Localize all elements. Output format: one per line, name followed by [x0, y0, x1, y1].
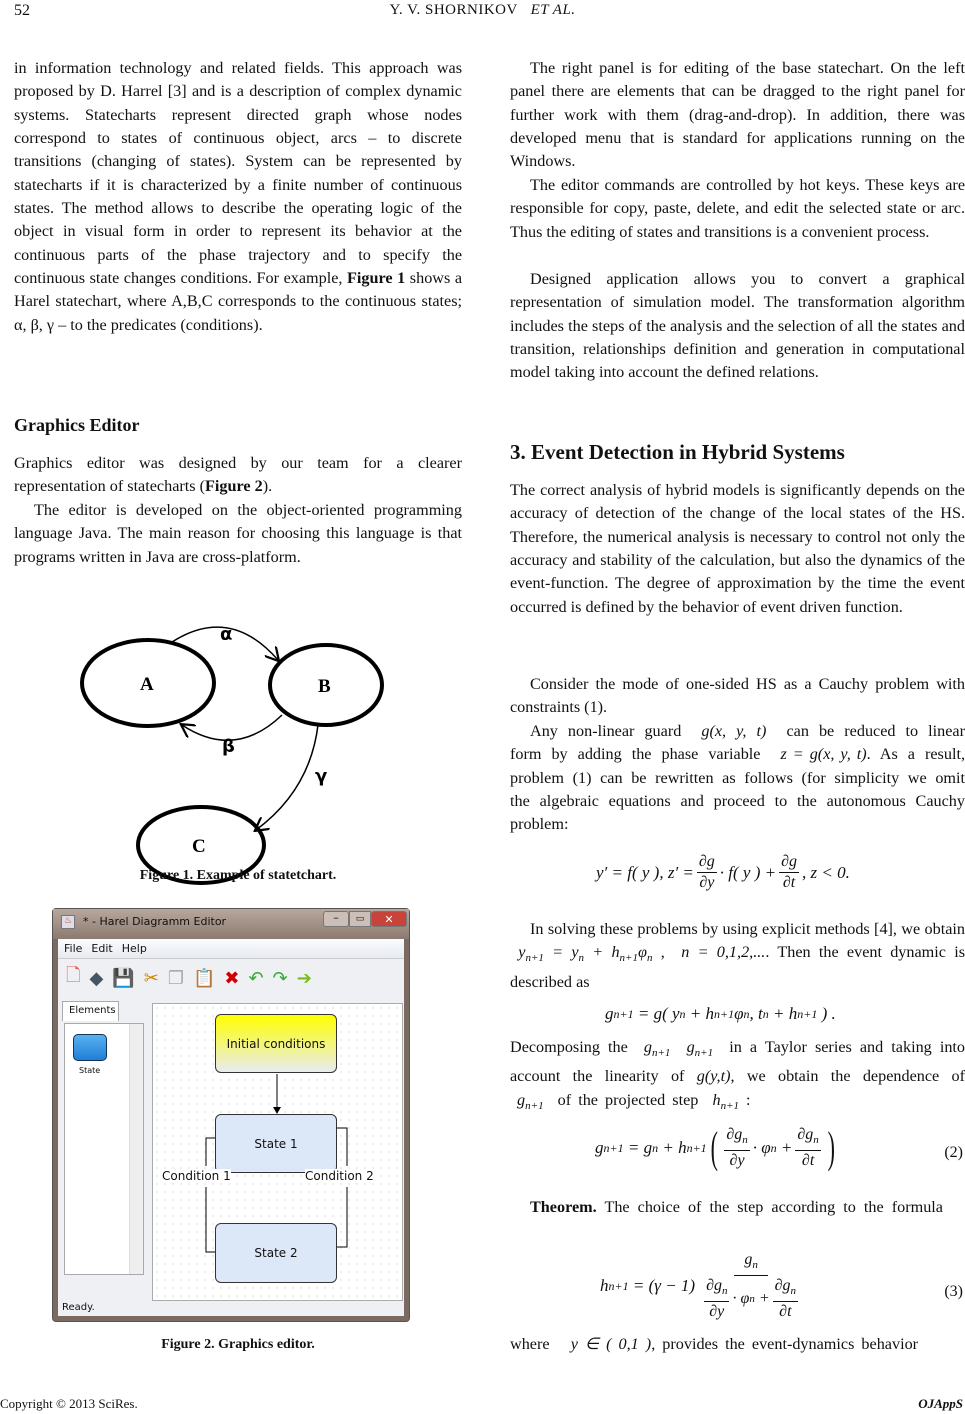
header-authors: Y. V. SHORNIKOV	[389, 2, 518, 18]
text: In solving these problems by using explicit methods [4], we obtain	[530, 920, 965, 938]
diagram-canvas[interactable]	[152, 1003, 403, 1301]
maximize-button[interactable]: ▭	[349, 911, 371, 927]
denominator: ∂t	[782, 874, 796, 891]
label-c: C	[192, 836, 206, 857]
equation-2-number: (2)	[944, 1144, 963, 1161]
equation-2: g n+1 = g n + h n+1 ( $\partial g_n$ ∂y · φ n + $\partial g_n$ ∂t )	[595, 1123, 835, 1173]
text: Graphics editor was designed by our team for a clearer representation of statecharts (	[14, 454, 462, 496]
figure-1-statechart	[60, 610, 400, 890]
equation-event-dynamic: g n+1 = g( y n + h n+1 φ n , t n + h n+1 ) .	[605, 1004, 836, 1023]
paste-icon[interactable]: 📋	[192, 967, 216, 989]
close-button[interactable]: ✕	[371, 911, 407, 927]
section-heading-graphics-editor: Graphics Editor	[14, 415, 140, 435]
text: Decomposing the	[510, 1038, 628, 1056]
redo-icon[interactable]: ↷	[272, 967, 288, 989]
paragraph-cauchy: Consider the mode of one-sided HS as a Cauchy problem with constraints (1).	[510, 675, 965, 717]
status-bar: Ready.	[62, 1302, 95, 1313]
numerator: ∂g	[697, 852, 717, 873]
cut-icon[interactable]: ✂	[143, 967, 159, 989]
eq-part: , z < 0.	[802, 862, 850, 882]
state-2-node[interactable]: State 2	[215, 1223, 337, 1283]
text: of the projected step	[557, 1090, 699, 1109]
footer-copyright: Copyright © 2013 SciRes.	[0, 1396, 138, 1411]
figure-2-editor-window	[52, 908, 410, 1322]
denominator: ∂y	[699, 874, 715, 891]
delete-icon[interactable]: ✖	[224, 967, 240, 989]
math-h: $h_{n+1}$	[712, 1090, 739, 1112]
state-palette-icon[interactable]	[73, 1034, 107, 1061]
figure-1-caption: Figure 1. Example of statetchart.	[139, 868, 337, 883]
paragraph-conversion: Designed application allows you to convert a graphical representation of simulation model. The transformation algorithm includes the steps of the analysis and the selection of all the states and transition, relationships definition and generation in computational model taking into account the defined relations.	[510, 270, 965, 382]
condition-1-connector	[206, 1138, 215, 1252]
toolbar	[58, 959, 404, 997]
running-header	[0, 2, 965, 19]
math-n-range: n = 0,1,2,...	[681, 943, 766, 962]
text: where	[510, 1335, 550, 1353]
label-beta: β	[222, 736, 235, 757]
initial-conditions-node[interactable]: Initial conditions	[215, 1014, 337, 1073]
arrowhead	[273, 1107, 281, 1114]
transition-gamma	[256, 725, 318, 830]
java-icon: ♨	[61, 915, 75, 929]
editor-client	[58, 939, 404, 1316]
eq-part: · f( y ) +	[719, 862, 777, 882]
figure-ref: Figure 1	[347, 269, 406, 288]
tab-elements[interactable]: Elements	[62, 1001, 119, 1021]
math-guard: g(x, y, t)	[701, 722, 767, 740]
condition-2-connector	[337, 1128, 347, 1247]
numerator: ∂g	[779, 852, 799, 873]
paragraph-explicit-methods: In solving these problems by using explicit methods [4], we obtain $y_{n+1} = y_n + h_{n+1}\varphi_n$ , n = 0,1,2,.... Then the event dynamic is described as	[510, 920, 965, 991]
label-gamma: γ	[315, 766, 328, 787]
palette-scrollbar[interactable]	[129, 1024, 143, 1274]
eq-part: y′ = f( y ), z′ =	[596, 862, 694, 882]
text: The choice of the step according to the formula	[596, 1198, 943, 1216]
copy-icon[interactable]: ❐	[167, 967, 184, 989]
paragraph-hot-keys: The editor commands are controlled by hot keys. These keys are responsible for copy, paste, delete, and edit the selected state or arc. Thus the editing of states and transitions is a convenient process.	[510, 176, 965, 241]
elements-panel	[64, 1023, 144, 1275]
paragraph-theorem	[510, 1196, 965, 1219]
footer-journal: OJAppS	[918, 1396, 963, 1411]
text: in a Taylor series and taking into account the linearity of	[510, 1038, 965, 1086]
math-y-range: y ∈ ( 0,1 )	[570, 1335, 652, 1353]
menu-edit[interactable]: Edit	[91, 942, 113, 955]
menu-bar	[58, 939, 404, 959]
state-palette-label: State	[79, 1066, 101, 1075]
open-icon[interactable]: ◆	[89, 967, 104, 989]
paragraph-graphics-editor	[14, 452, 462, 499]
theorem-label: Theorem.	[530, 1198, 597, 1216]
math-phase-variable: z = g(x, y, t)	[780, 745, 867, 764]
equation-3-number: (3)	[944, 1283, 963, 1300]
text: . As a result, problem (1) can be rewritten as follows (for simplicity we omit the algebraic equations and proceed to the autonomous Cauchy problem:	[510, 745, 965, 834]
undo-icon[interactable]: ↶	[248, 967, 264, 989]
menu-file[interactable]: File	[64, 942, 83, 955]
math-step: $y_{n+1} = y_n + h_{n+1}\varphi_n$	[518, 943, 653, 965]
paragraph-taylor: Decomposing the $g_{n+1}$ $g_{n+1}$ in a Taylor series and taking into account the linearity of g(y,t), we obtain the dependence of $g_{n+1}$ of the projected step $h_{n+1}$ :	[510, 1038, 965, 1112]
menu-help[interactable]: Help	[121, 942, 147, 955]
section-heading-event-detection: 3. Event Detection in Hybrid Systems	[510, 440, 845, 464]
paragraph-java: The editor is developed on the object-oriented programming language Java. The main reason for choosing this language is that programs written in Java are cross-platform.	[14, 501, 462, 566]
new-file-icon[interactable]: 🗋	[66, 965, 81, 986]
label-a: A	[140, 674, 154, 695]
window-title: * - Harel Diagramm Editor	[83, 915, 227, 928]
paragraph-where	[510, 1333, 965, 1356]
paragraph-guard	[510, 720, 965, 837]
paragraph-statecharts	[14, 57, 462, 337]
text: in information technology and related fields. This approach was proposed by D. Harrel [3] and is a description of complex dynamic systems. Statecharts represent directed graph whose nodes correspond to states of continuous object, arcs – to discrete transitions (changing of states). System can be represented by statecharts if it is characterized by a finite number of continuous states. The method allows to describe the operating logic of the object in visual form in order to represent its behavior at the continuous parts of the phase trajectory and to specify the continuous state changes conditions. For example,	[14, 59, 462, 288]
text: ).	[262, 477, 273, 496]
title-bar	[53, 909, 409, 939]
condition-2-label[interactable]: Condition 2	[305, 1169, 374, 1183]
figure-2-caption: Figure 2. Graphics editor.	[161, 1337, 315, 1352]
paragraph-right-panel: The right panel is for editing of the base statechart. On the left panel there are elements that can be dragged to the right panel for further work with them (drag-and-drop). In addition, there was developed menu that is standard for applications running on the Windows.	[510, 59, 965, 171]
run-arrow-icon[interactable]: ➔	[296, 967, 312, 989]
page-number: 52	[14, 2, 30, 19]
label-b: B	[318, 676, 331, 697]
paragraph-correct-analysis: The correct analysis of hybrid models is significantly depends on the accuracy of detection of the change of the local states of the HS. Therefore, the numerical analysis is necessary to control not only the accuracy and stability of the calculation, but also the dynamics of the event-function. The degree of approximation by the time the event occurred is defined by the behavior of event driven function.	[510, 481, 965, 616]
math-g-yt: g(y,t)	[696, 1067, 731, 1086]
figure-ref: Figure 2	[205, 477, 263, 496]
save-icon[interactable]: 💾	[112, 967, 135, 989]
condition-1-label[interactable]: Condition 1	[162, 1169, 231, 1183]
state-1-node[interactable]: State 1	[215, 1114, 337, 1173]
equation-3: h n+1 = (γ − 1) $g_n$ $\partial g_n$ ∂y · φ n + $\partial g_n$ ∂t	[600, 1251, 797, 1321]
label-alpha: α	[220, 624, 233, 645]
text: . Then the event dynamic is described as	[510, 943, 965, 991]
minimize-button[interactable]: –	[323, 911, 349, 927]
eq-part: = (γ − 1)	[632, 1276, 696, 1296]
math-g: $g_{n+1}$ $g_{n+1}$	[643, 1038, 714, 1059]
header-etal: ET AL.	[530, 2, 576, 18]
equation-cauchy	[596, 852, 850, 893]
text: Any non-linear guard	[530, 722, 682, 740]
text: , provides the event-dynamics behavior	[651, 1335, 919, 1353]
text: , we obtain the dependence of	[730, 1067, 965, 1086]
text: can be reduced to linear form by adding the phase variable	[510, 722, 965, 764]
text: shows a Harel statechart, where A,B,C corresponds to the continuous states; α, β, γ – to the predicates (conditions).	[14, 269, 463, 334]
math-g: $g_{n+1}$	[517, 1090, 544, 1112]
